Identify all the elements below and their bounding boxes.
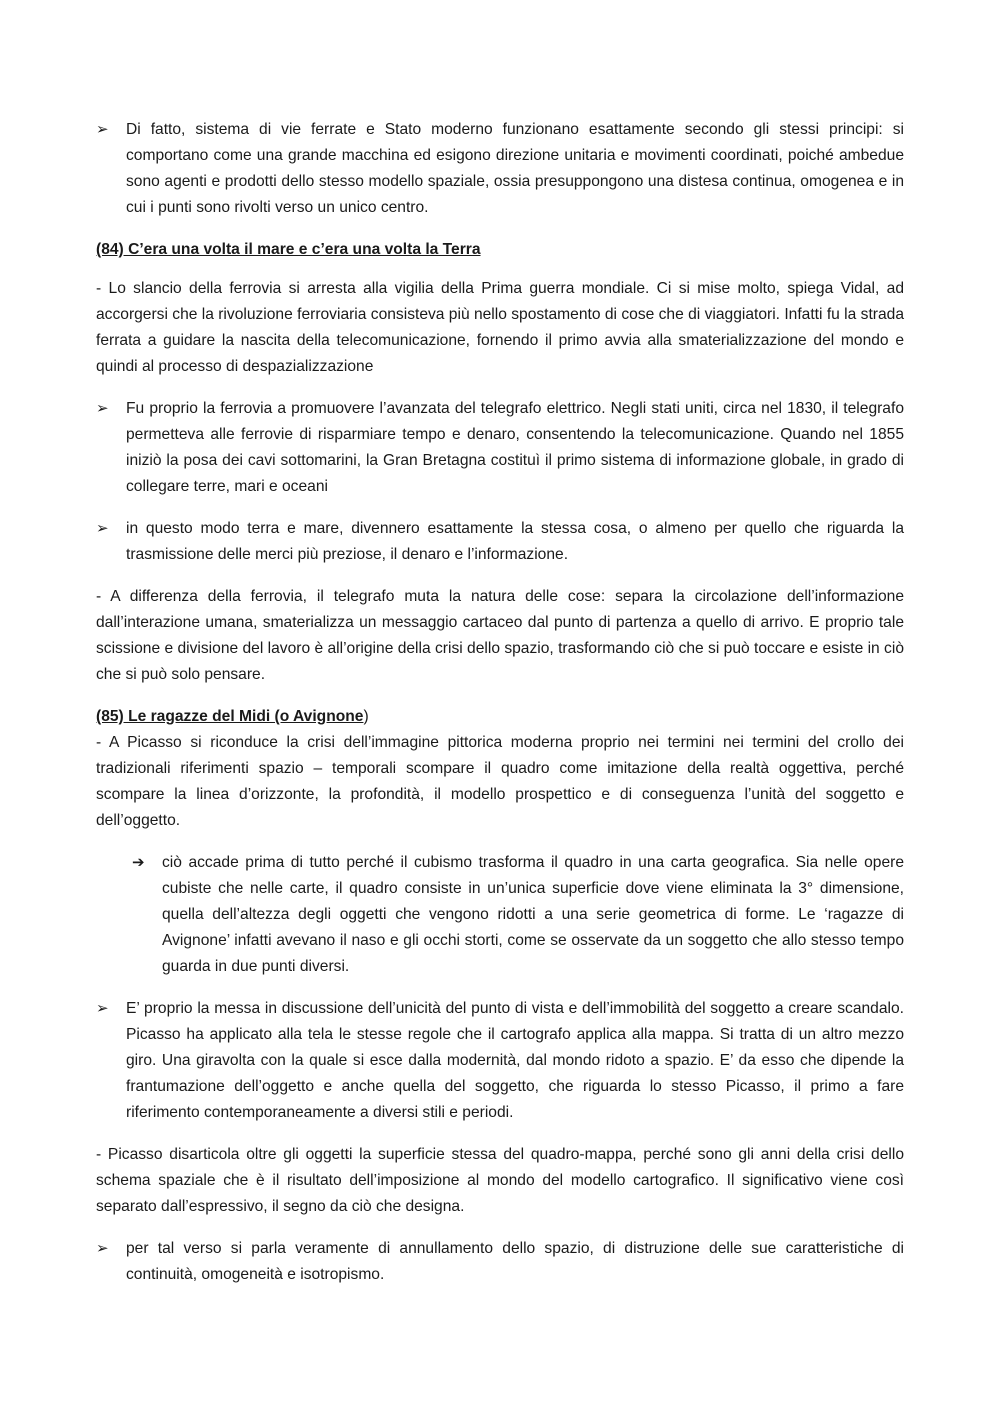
bullet-text: per tal verso si parla veramente di annullamento dello spazio, di distruzione delle sue caratteristiche di continuità, omogeneità e isotropismo. bbox=[126, 1240, 904, 1283]
heading-text: (85) Le ragazze del Midi (o Avignone bbox=[96, 708, 364, 725]
paragraph: - Lo slancio della ferrovia si arresta alla vigilia della Prima guerra mondiale. Ci si mise molto, spiega Vidal, ad accorgersi che la rivoluzione ferroviaria consisteva più nello spostamento di cose che di viaggiatori. Infatti fu la strada ferrata a guidare la nascita della telecomunicazione, fornendo il primo avvia alla smaterializzazione del mondo e quindi al processo di despazializzazione bbox=[96, 280, 904, 375]
arrowhead-bullet-icon: ➢ bbox=[96, 121, 109, 138]
paragraph: - A differenza della ferrovia, il telegrafo muta la natura delle cose: separa la circolazione dell’informazione dall’interazione umana, smaterializza un messaggio cartaceo dal punto di partenza a quello di arrivo. E proprio tale scissione e divisione del lavoro è all’origine della crisi dello spazio, trasformando ciò che si può toccare e esiste in ciò che si può solo pensare. bbox=[96, 588, 904, 683]
section-heading-85 bbox=[96, 704, 904, 730]
bullet-text: in questo modo terra e mare, divennero esattamente la stessa cosa, o almeno per quello che riguarda la trasmissione delle merci più preziose, il denaro e l’informazione. bbox=[126, 520, 904, 563]
paragraph: - A Picasso si riconduce la crisi dell’immagine pittorica moderna proprio nei termini nei termini del crollo dei tradizionali riferimenti spazio – temporali scompare il quadro come imitazione della realtà oggettiva, perché scompare la linea d’orizzonte, la profondità, il modello prospettico e di conseguenza l’unità del soggetto e dell’oggetto. bbox=[96, 734, 904, 829]
bullet-item bbox=[96, 516, 904, 568]
bullet-text: Di fatto, sistema di vie ferrate e Stato moderno funzionano esattamente secondo gli stessi principi: si comportano come una grande macchina ed esigono direzione unitaria e movimenti coordinati, poiché ambedue sono agenti e prodotti dello stesso modello spaziale, ossia presuppongono una distesa continua, omogenea e in cui i punti sono rivolti verso un unico centro. bbox=[126, 121, 904, 216]
heading-close-paren: ) bbox=[363, 708, 369, 725]
bullet-item bbox=[96, 396, 904, 500]
bullet-item bbox=[96, 1236, 904, 1288]
heading-text: (84) C’era una volta il mare e c’era una volta la Terra bbox=[96, 241, 481, 258]
document-page bbox=[96, 117, 904, 1288]
bullet-text: E’ proprio la messa in discussione dell’unicità del punto di vista e dell’immobilità del soggetto a creare scandalo. Picasso ha applicato alla tela le stesse regole che il cartografo applica alla mappa. Si tratta di un altro mezzo giro. Una giravolta con la quale si esce dalla modernità, dal mondo ridoto a spazio. E’ da esso che dipende la frantumazione dell’oggetto e anche quella del soggetto, che riguarda lo stesso Picasso, il primo a fare riferimento contemporaneamente a diversi stili e periodi. bbox=[126, 1000, 904, 1121]
bullet-item bbox=[96, 996, 904, 1126]
arrowhead-bullet-icon: ➢ bbox=[96, 1240, 109, 1257]
bullet-text: Fu proprio la ferrovia a promuovere l’avanzata del telegrafo elettrico. Negli stati uniti, circa nel 1830, il telegrafo permetteva alle ferrovie di risparmiare tempo e denaro, consentendo la telecomunicazione. Quando nel 1855 iniziò la posa dei cavi sottomarini, la Gran Bretagna costituì il primo sistema di informazione globale, in grado di collegare terre, mari e oceani bbox=[126, 400, 904, 495]
bullet-item bbox=[96, 117, 904, 221]
sub-bullet-item bbox=[96, 850, 904, 980]
arrowhead-bullet-icon: ➢ bbox=[96, 400, 109, 417]
arrowhead-bullet-icon: ➢ bbox=[96, 1000, 109, 1017]
paragraph: - Picasso disarticola oltre gli oggetti la superficie stessa del quadro-mappa, perché sono gli anni della crisi dello schema spaziale che è il risultato dell’imposizione al mondo del modello cartografico. Il significativo viene così separato dall’espressivo, il segno da ciò che designa. bbox=[96, 1146, 904, 1215]
arrow-bullet-icon: ➔ bbox=[132, 854, 145, 871]
arrowhead-bullet-icon: ➢ bbox=[96, 520, 109, 537]
bullet-text: ciò accade prima di tutto perché il cubismo trasforma il quadro in una carta geografica. Sia nelle opere cubiste che nelle carte, il quadro consiste in un’unica superficie dove viene eliminata la 3° dimensione, quella dell’altezza degli oggetti che vengono ridotti a una serie geometrica di forme. Le ‘ragazze di Avignone’ infatti avevano il naso e gli occhi storti, come se osservate da un soggetto che allo stesso tempo guarda in due punti diversi. bbox=[162, 854, 904, 975]
section-heading-84 bbox=[96, 237, 904, 263]
